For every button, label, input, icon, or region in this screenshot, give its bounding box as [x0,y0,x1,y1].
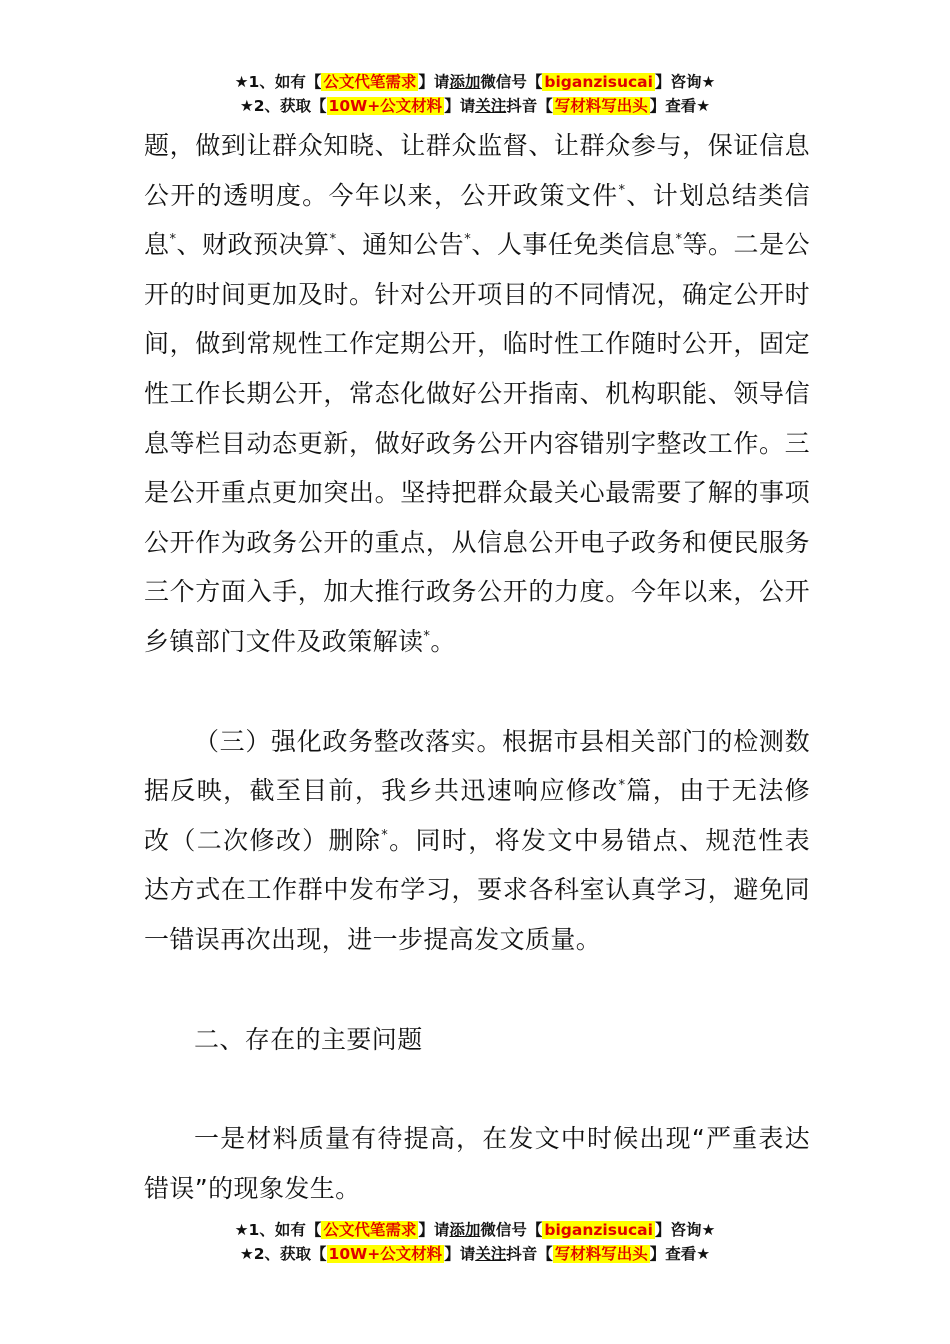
highlight-douyin: 写材料写出头 [554,1245,648,1263]
paragraph-spacer [144,965,810,1015]
section-heading: 二、存在的主要问题 [194,1024,423,1054]
top-banner-line-1: ★1、如有【 公文代笔需求 】请添加微信号【 biganzisucai 】咨询★ [234,73,716,91]
highlight-douyin: 写材料写出头 [554,97,648,115]
paragraph-3: 一是材料质量有待提高，在发文中时候出现“严重表达错误”的现象发生。 [144,1124,810,1203]
paragraph-2: （三）强化政务整改落实。根据市县相关部门的检测数据反映，截至目前，我乡共迅速响应修改*篇，由于无法修改（二次修改）删除*。同时，将发文中易错点、规范性表达方式在工作群中发布学习，要求各科室认真学习，避免同一错误再次出现，进一步提高发文质量。 [144,726,810,954]
highlight-service: 公文代笔需求 [323,73,417,91]
highlight-materials: 10W+公文材料 [328,1245,443,1263]
top-banner-line-2: ★2、获取【 10W+公文材料 】请关注抖音【 写材料写出头 】查看★ [239,97,711,115]
paragraph-1: 题，做到让群众知晓、让群众监督、让群众参与，保证信息公开的透明度。今年以来，公开政策文件*、计划总结类信息*、财政预决算*、通知公告*、人事任免类信息*等。二是公开的时间更加及时。针对公开项目的不同情况，确定公开时间，做到常规性工作定期公开，临时性工作随时公开，固定性工作长期公开，常态化做好公开指南、机构职能、领导信息等栏目动态更新，做好政务公开内容错别字整改工作。三是公开重点更加突出。坚持把群众最关心最需要了解的事项公开作为政务公开的重点，从信息公开电子政务和便民服务三个方面入手，加大推行政务公开的力度。今年以来，公开乡镇部门文件及政策解读*。 [144,131,810,656]
bottom-banner-line-1: ★1、如有【 公文代笔需求 】请添加微信号【 biganzisucai 】咨询★ [234,1221,716,1239]
highlight-service: 公文代笔需求 [323,1221,417,1239]
document-body [144,121,810,1213]
bottom-banner-line-2: ★2、获取【 10W+公文材料 】请关注抖音【 写材料写出头 】查看★ [239,1245,711,1263]
highlight-wechat-id: biganzisucai [544,1221,653,1239]
paragraph-spacer [144,1064,810,1114]
highlight-wechat-id: biganzisucai [544,73,653,91]
highlight-materials: 10W+公文材料 [328,97,443,115]
paragraph-spacer [144,667,810,717]
